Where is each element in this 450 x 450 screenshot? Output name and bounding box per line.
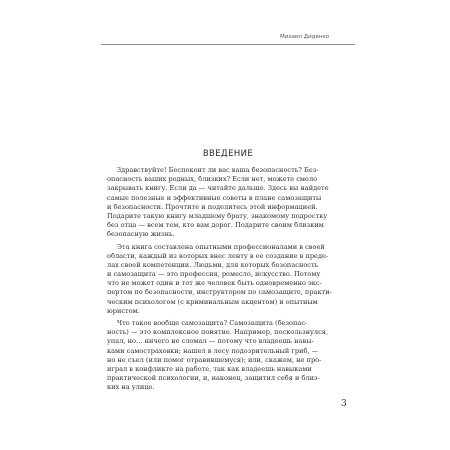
text-line: ность) — это комплексное понятие. Например, поскользнулся,: [107, 328, 329, 337]
text-line: юристом.: [107, 306, 140, 315]
paragraph: [107, 319, 350, 393]
text-line: лах своей компетенции. Людьми, для которых безопасность: [107, 260, 319, 269]
text-line: безопасную жизнь.: [107, 230, 175, 239]
text-line: и самозащита — это профессия, ремесло, искусство. Потому: [107, 270, 321, 279]
text-line: Эта книга составлена опытными профессионалами в своей: [117, 242, 325, 251]
text-line: играл в конфликте на работе, так как владеешь навыками: [107, 364, 312, 373]
text-line: закрывать книгу. Если да — читайте дальше. Здесь вы найдете: [107, 184, 329, 193]
header-rule: [101, 44, 355, 45]
text-line: опасность ваших родных, близких? Если нет, можете смело: [107, 175, 318, 184]
text-line: самые полезные и эффективные советы в плане самозащиты: [107, 193, 322, 202]
text-line: ких на улице.: [107, 383, 155, 392]
text-line: Что такое вообще самозащита? Самозащита (безопас-: [117, 319, 308, 327]
text-line: что не может один и тот же человек быть одновременно экс-: [107, 279, 322, 288]
paragraph: [107, 166, 350, 240]
text-line: но не съел (или помог отравившемуся); или, скажем, не про-: [107, 355, 322, 364]
text-line: и безопасности. Прочтите и поделитесь этой информацией.: [107, 202, 318, 211]
running-head-author: Михаил Диденко: [280, 34, 330, 40]
text-line: Подарите такую книгу младшему брату, знакомому подростку: [107, 211, 328, 220]
body-text: [107, 166, 350, 396]
text-line: ками самостраховки; нашел в лесу подозрительный гриб, —: [107, 346, 319, 355]
chapter-title: ВВЕДЕНИЕ: [202, 149, 254, 159]
text-line: без отца — всем тем, кто вам дорог. Подарите своим близким: [107, 221, 324, 230]
paragraph: [107, 243, 350, 317]
text-line: ческим психологом (с криминальным акцентом) и опытным: [107, 297, 318, 306]
text-line: упал, но… ничего не сломал — потому что владеешь навы-: [107, 337, 314, 346]
text-line: практической психологии, и, наконец, защитил себя и близ-: [107, 374, 320, 383]
text-line: Здравствуйте! Беспокоит ли вас ваша безопасность? Без-: [117, 166, 319, 174]
page-number: 3: [341, 399, 347, 409]
text-line: пертом по безопасности, инструктором по самозащите, практи-: [107, 288, 332, 297]
text-line: области, каждый из которых внес ленту в ее создание в преде-: [107, 251, 329, 260]
